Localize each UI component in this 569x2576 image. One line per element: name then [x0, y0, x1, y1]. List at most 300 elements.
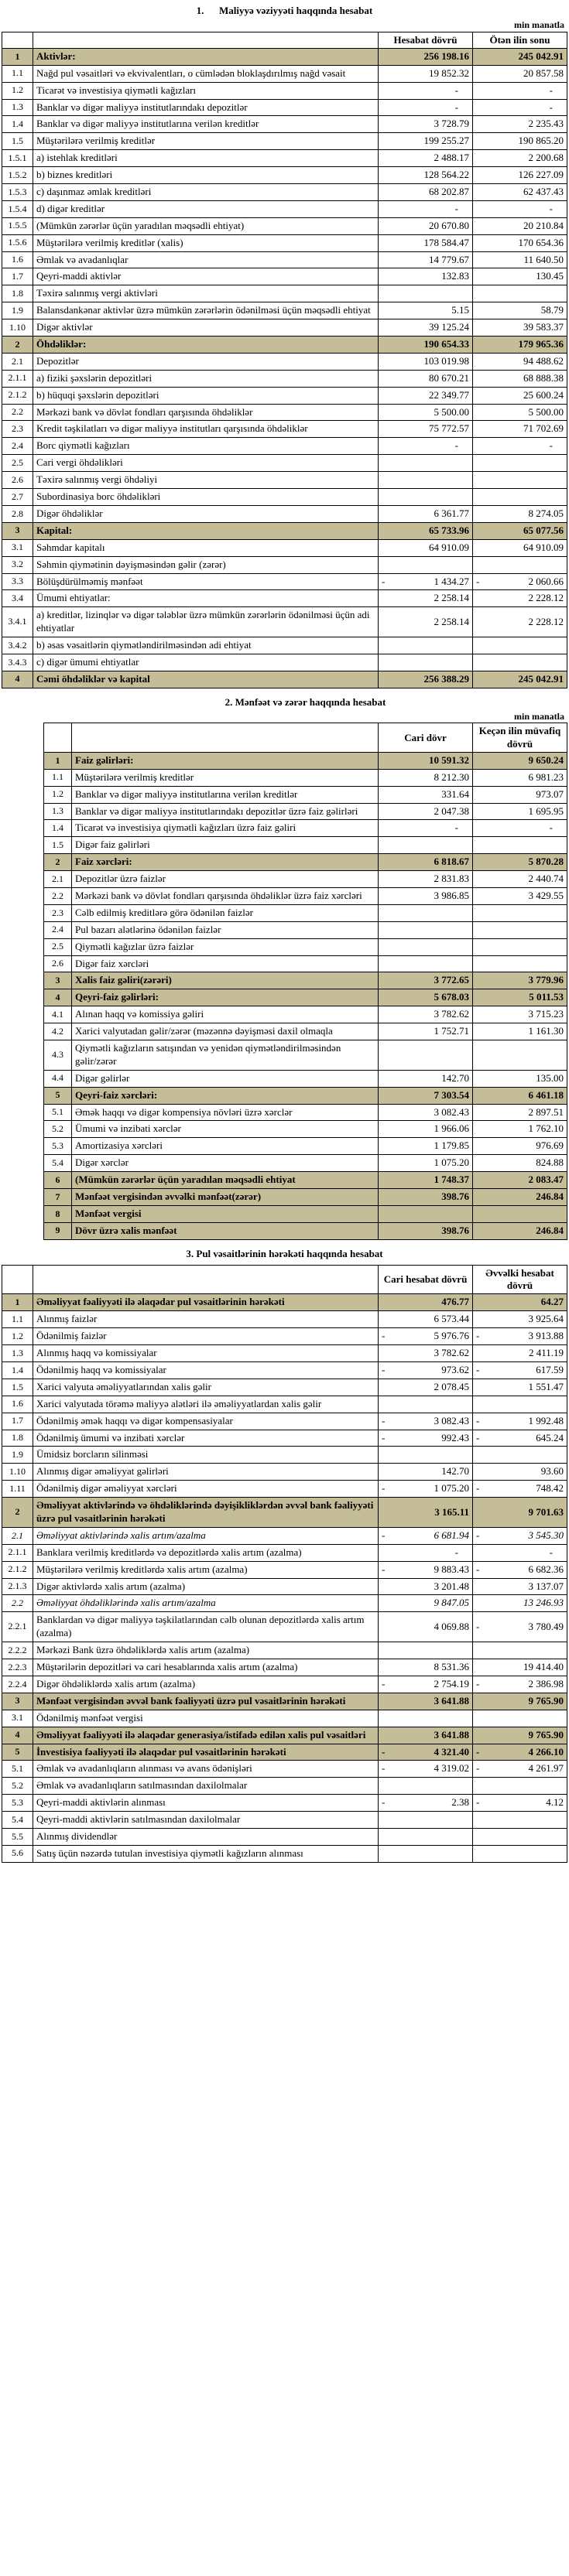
- table-row: [2, 1447, 567, 1464]
- row-number: 1.1: [2, 65, 33, 82]
- row-label: Əməliyyat aktivlərində xalis artım/azalma: [33, 1527, 379, 1544]
- table-row: [2, 438, 567, 455]
- row-label: a) fiziki şəxslərin depozitləri: [33, 370, 379, 387]
- table-row: [2, 1311, 567, 1328]
- column-header-current: Cari dövr: [379, 723, 473, 753]
- value-cell: 256 198.16: [379, 48, 473, 65]
- row-label: Banklara verilmiş kreditlərdə və depozitlərdə xalis artım (azalma): [33, 1544, 379, 1561]
- row-number: 5.1: [2, 1761, 33, 1778]
- row-number: 5.6: [2, 1845, 33, 1862]
- value-cell: 19 852.32: [379, 65, 473, 82]
- table-row: [2, 1481, 567, 1498]
- table-row: [2, 671, 567, 688]
- spacer: [2, 1240, 567, 1245]
- value-cell: 3 641.88: [379, 1727, 473, 1744]
- value-cell: 142.70: [379, 1070, 473, 1087]
- table-row: [2, 116, 567, 133]
- table-row: [44, 888, 567, 905]
- value-cell: [379, 1642, 473, 1659]
- value-cell: 8 531.36: [379, 1659, 473, 1676]
- value-cell: 93.60: [473, 1464, 567, 1481]
- row-number: 2.2: [2, 404, 33, 421]
- row-number: 1.5: [2, 1379, 33, 1396]
- column-header-current: Cari hesabat dövrü: [379, 1265, 473, 1294]
- empty-header-cell: [2, 32, 33, 48]
- number: 992.43: [441, 1431, 469, 1443]
- table-row: [44, 1172, 567, 1189]
- table-row: [2, 1464, 567, 1481]
- minus-sign: -: [476, 1762, 480, 1775]
- row-number: 3: [2, 522, 33, 539]
- value-cell: 103 019.98: [379, 353, 473, 370]
- value-cell: 2 258.14: [379, 590, 473, 607]
- value-cell: 3 782.62: [379, 1345, 473, 1362]
- value-cell: 126 227.09: [473, 167, 567, 184]
- value-cell: 20 210.84: [473, 217, 567, 234]
- table-row: [2, 184, 567, 201]
- value-cell: [473, 472, 567, 489]
- table-row: [2, 150, 567, 167]
- table-row: [2, 556, 567, 573]
- number: 6 681.94: [434, 1529, 469, 1541]
- row-label: Ödənilmiş əmək haqqı və digər kompensasiyalar: [33, 1413, 379, 1430]
- value-cell: [379, 1828, 473, 1845]
- row-number: 4.2: [44, 1023, 72, 1040]
- row-label: Banklar və digər maliyyə institutlarındakı depozitlər üzrə faiz gəlirləri: [72, 803, 379, 820]
- table-row: [2, 1676, 567, 1693]
- minus-sign: -: [476, 1796, 480, 1809]
- value-cell: 3 772.65: [379, 972, 473, 989]
- table-row: [2, 1642, 567, 1659]
- row-label: Əmlak və avadanlıqların satılmasından daxilolmalar: [33, 1778, 379, 1795]
- row-label: Ticarət və investisiya qiymətli kağızları: [33, 82, 379, 99]
- number: 5 976.76: [434, 1330, 469, 1342]
- value-cell: [473, 1778, 567, 1795]
- table-row: [44, 1040, 567, 1071]
- table-row: [2, 99, 567, 116]
- number: 3 780.49: [528, 1620, 564, 1632]
- value-cell: 5 500.00: [473, 404, 567, 421]
- row-label: Mərkəzi bank və dövlət fondları qarşısında öhdəliklər üzrə faiz xərcləri: [72, 888, 379, 905]
- value-cell: 22 349.77: [379, 387, 473, 404]
- row-label: Subordinasiya borc öhdəlikləri: [33, 489, 379, 506]
- row-label: Ödənilmiş haqq və komissiyalar: [33, 1362, 379, 1379]
- table-row: [44, 854, 567, 871]
- header-row: [2, 1265, 567, 1294]
- table-row: [44, 1023, 567, 1040]
- value-cell: [473, 1676, 567, 1693]
- table-row: [44, 989, 567, 1006]
- row-label: İnvestisiya fəaliyyəti ilə əlaqədar pul vəsaitlərinin hərəkəti: [33, 1744, 379, 1761]
- value-cell: [473, 1612, 567, 1642]
- table-row: [2, 48, 567, 65]
- value-cell: [473, 1795, 567, 1812]
- table-row: [2, 455, 567, 472]
- table-row: [44, 921, 567, 938]
- value-cell: 3 641.88: [379, 1693, 473, 1710]
- header-row: [44, 723, 567, 753]
- row-label: Borc qiymətli kağızları: [33, 438, 379, 455]
- value-cell: [379, 1481, 473, 1498]
- value-cell: 39 583.37: [473, 319, 567, 337]
- row-number: 2.1.1: [2, 1544, 33, 1561]
- minus-sign: -: [476, 1364, 480, 1376]
- empty-header-cell: [33, 32, 379, 48]
- value-cell: 976.69: [473, 1138, 567, 1155]
- row-number: 2: [44, 854, 72, 871]
- row-number: 1.8: [2, 1430, 33, 1447]
- table-row: [44, 1138, 567, 1155]
- number: 2 060.66: [528, 575, 564, 587]
- row-label: Əməliyyat aktivlərində və öhdəliklərində dəyişikliklərdən əvvəl bank fəaliyyəti üzrə pul vəsaitlərinin hərəkəti: [33, 1498, 379, 1528]
- value-cell: 246.84: [473, 1222, 567, 1239]
- empty-header-cell: [44, 723, 72, 753]
- row-number: 1.4: [2, 1362, 33, 1379]
- value-cell: 8 274.05: [473, 505, 567, 522]
- row-label: Digər aktivlər: [33, 319, 379, 337]
- row-label: Qiymətli kağızlar üzrə faizlər: [72, 938, 379, 955]
- value-cell: [379, 1205, 473, 1222]
- row-number: 2: [2, 337, 33, 354]
- value-cell: [379, 489, 473, 506]
- row-label: Təxirə salınmış vergi aktivləri: [33, 285, 379, 302]
- row-label: Faiz xərcləri:: [72, 854, 379, 871]
- row-label: Banklar və digər maliyyə institutlarına verilən kreditlər: [33, 116, 379, 133]
- row-number: 1.2: [44, 786, 72, 803]
- number: 2 754.19: [434, 1677, 469, 1689]
- minus-sign: -: [476, 1563, 480, 1575]
- row-number: 2.6: [44, 955, 72, 972]
- table-row: [2, 1612, 567, 1642]
- value-cell: 20 857.58: [473, 65, 567, 82]
- minus-sign: -: [382, 1414, 386, 1426]
- row-label: Əmək haqqı və digər kompensiya növləri üzrə xərclər: [72, 1104, 379, 1121]
- row-number: 2.5: [44, 938, 72, 955]
- value-cell: 3 082.43: [379, 1104, 473, 1121]
- row-label: Faiz gəlirləri:: [72, 752, 379, 769]
- table-row: [2, 268, 567, 285]
- value-cell: 6 818.67: [379, 854, 473, 871]
- table-head: [44, 723, 567, 753]
- number: 4 261.97: [528, 1762, 564, 1775]
- value-cell: 130.45: [473, 268, 567, 285]
- value-cell: 398.76: [379, 1189, 473, 1206]
- table-row: [2, 404, 567, 421]
- value-cell: [379, 1413, 473, 1430]
- value-cell: [473, 1744, 567, 1761]
- row-number: 1.9: [2, 1447, 33, 1464]
- minus-sign: -: [476, 1431, 480, 1443]
- table-row: [44, 820, 567, 837]
- row-number: 5.3: [2, 1795, 33, 1812]
- value-cell: 246.84: [473, 1189, 567, 1206]
- row-number: 1.7: [2, 1413, 33, 1430]
- table-row: [2, 200, 567, 217]
- value-cell: 824.88: [473, 1155, 567, 1172]
- row-label: Səhmdar kapitalı: [33, 539, 379, 556]
- row-label: Qeyri-faiz gəlirləri:: [72, 989, 379, 1006]
- table-row: [2, 337, 567, 354]
- value-cell: 20 670.80: [379, 217, 473, 234]
- row-number: 1.5.6: [2, 234, 33, 251]
- value-cell: [473, 1362, 567, 1379]
- value-cell: 973.07: [473, 786, 567, 803]
- value-cell: 62 437.43: [473, 184, 567, 201]
- value-cell: 1 748.37: [379, 1172, 473, 1189]
- value-cell: [379, 921, 473, 938]
- table-row: [2, 489, 567, 506]
- row-label: Kapital:: [33, 522, 379, 539]
- row-number: 3: [44, 972, 72, 989]
- value-cell: 9 701.63: [473, 1498, 567, 1528]
- row-number: 2.2: [44, 888, 72, 905]
- value-cell: [379, 1845, 473, 1862]
- number: 3 913.88: [528, 1330, 564, 1342]
- table-row: [44, 955, 567, 972]
- minus-sign: -: [382, 1364, 386, 1376]
- value-cell: 65 733.96: [379, 522, 473, 539]
- value-cell: [379, 955, 473, 972]
- value-cell: 3 201.48: [379, 1578, 473, 1595]
- value-cell: 2 083.47: [473, 1172, 567, 1189]
- row-label: Mərkəzi Bank üzrə öhdəliklərdə xalis artım (azalma): [33, 1642, 379, 1659]
- value-cell: 14 779.67: [379, 251, 473, 268]
- table-row: [44, 1222, 567, 1239]
- row-label: Digər aktivlərdə xalis artım (azalma): [33, 1578, 379, 1595]
- value-cell: [473, 1710, 567, 1727]
- table-row: [2, 1413, 567, 1430]
- minus-sign: -: [382, 1796, 386, 1809]
- row-label: Digər faiz gəlirləri: [72, 837, 379, 854]
- value-cell: -: [379, 438, 473, 455]
- row-number: 1: [2, 48, 33, 65]
- row-number: 3.4.2: [2, 637, 33, 654]
- table-row: [44, 871, 567, 888]
- value-cell: 128 564.22: [379, 167, 473, 184]
- value-cell: 5 500.00: [379, 404, 473, 421]
- header-row: [2, 32, 567, 48]
- row-number: 4: [44, 989, 72, 1006]
- value-cell: 190 865.20: [473, 133, 567, 150]
- row-label: Digər xərclər: [72, 1155, 379, 1172]
- number: 748.42: [536, 1482, 564, 1495]
- value-cell: 3 728.79: [379, 116, 473, 133]
- table-row: [44, 1104, 567, 1121]
- row-label: Pul bazarı alətlərinə ödənilən faizlər: [72, 921, 379, 938]
- value-cell: 3 429.55: [473, 888, 567, 905]
- row-number: 5.3: [44, 1138, 72, 1155]
- row-label: Bölüşdürülməmiş mənfəət: [33, 573, 379, 590]
- row-label: Qiymətli kağızların satışından və yenidən qiymətləndirilməsindən gəlir/zərər: [72, 1040, 379, 1071]
- report-profit-loss: [2, 696, 567, 1240]
- row-label: Ödənilmiş digər əməliyyat xərcləri: [33, 1481, 379, 1498]
- value-cell: 1 161.30: [473, 1023, 567, 1040]
- value-cell: 5.15: [379, 302, 473, 319]
- row-number: 1.5: [44, 837, 72, 854]
- column-header-previous: Əvvəlki hesabat dövrü: [473, 1265, 567, 1294]
- row-label: Qeyri-faiz xərcləri:: [72, 1087, 379, 1104]
- row-label: Depozitlər üzrə faizlər: [72, 871, 379, 888]
- value-cell: [379, 837, 473, 854]
- value-cell: 142.70: [379, 1464, 473, 1481]
- value-cell: 3 925.64: [473, 1311, 567, 1328]
- row-number: 2.4: [44, 921, 72, 938]
- value-cell: 190 654.33: [379, 337, 473, 354]
- value-cell: [473, 1642, 567, 1659]
- row-label: b) hüquqi şəxslərin depozitləri: [33, 387, 379, 404]
- table-row: [2, 370, 567, 387]
- row-label: Qeyri-maddi aktivlərin satılmasından daxilolmalar: [33, 1812, 379, 1829]
- row-label: Mənfəət vergisi: [72, 1205, 379, 1222]
- table-row: [44, 837, 567, 854]
- row-number: 5.2: [44, 1121, 72, 1138]
- row-number: 4.1: [44, 1006, 72, 1023]
- value-cell: 3 782.62: [379, 1006, 473, 1023]
- value-cell: 3 715.23: [473, 1006, 567, 1023]
- table-row: [2, 573, 567, 590]
- table-row: [44, 972, 567, 989]
- row-label: c) digər ümumi ehtiyatlar: [33, 654, 379, 671]
- row-number: 1.1: [44, 769, 72, 786]
- number: 1 075.20: [434, 1482, 469, 1495]
- value-cell: [473, 904, 567, 921]
- row-number: 2.1.2: [2, 1561, 33, 1578]
- value-cell: [379, 1396, 473, 1413]
- row-label: c) daşınmaz əmlak kreditləri: [33, 184, 379, 201]
- value-cell: 6 573.44: [379, 1311, 473, 1328]
- number: 3 082.43: [434, 1414, 469, 1426]
- minus-sign: -: [476, 1677, 480, 1689]
- value-cell: -: [379, 1544, 473, 1561]
- value-cell: -: [473, 82, 567, 99]
- table-row: [44, 1155, 567, 1172]
- row-number: 2.1: [2, 353, 33, 370]
- row-number: 1.5: [2, 133, 33, 150]
- value-cell: 1 966.06: [379, 1121, 473, 1138]
- value-cell: [473, 1328, 567, 1345]
- table-row: [2, 251, 567, 268]
- value-cell: 10 591.32: [379, 752, 473, 769]
- row-label: Öhdəliklər:: [33, 337, 379, 354]
- row-number: 1.1: [2, 1311, 33, 1328]
- report-cash-flow: [2, 1248, 567, 1863]
- value-cell: [473, 1761, 567, 1778]
- value-cell: [379, 1561, 473, 1578]
- row-number: 2.1: [2, 1527, 33, 1544]
- row-label: Müştərilərin depozitləri və cari hesablarında xalis artım (azalma): [33, 1659, 379, 1676]
- value-cell: 1 179.85: [379, 1138, 473, 1155]
- table-row: [2, 285, 567, 302]
- row-number: 1.3: [2, 99, 33, 116]
- row-number: 2.1.1: [2, 370, 33, 387]
- row-label: Balansdankənar aktivlər üzrə mümkün zərərlərin ödənilməsi üçün məqsədli ehtiyat: [33, 302, 379, 319]
- row-number: 2.3: [44, 904, 72, 921]
- value-cell: 25 600.24: [473, 387, 567, 404]
- value-cell: -: [379, 82, 473, 99]
- value-cell: -: [473, 820, 567, 837]
- value-cell: 71 702.69: [473, 421, 567, 438]
- row-number: 2.1.2: [2, 387, 33, 404]
- table-row: [2, 1828, 567, 1845]
- minus-sign: -: [476, 1620, 480, 1632]
- table-head: [2, 1265, 567, 1294]
- value-cell: 1 752.71: [379, 1023, 473, 1040]
- table-row: [44, 904, 567, 921]
- row-number: 1.5.1: [2, 150, 33, 167]
- minus-sign: -: [382, 1529, 386, 1541]
- row-label: Səhmin qiymətinin dəyişməsindən gəlir (zərər): [33, 556, 379, 573]
- row-label: Digər öhdəliklərdə xalis artım (azalma): [33, 1676, 379, 1693]
- value-cell: 68 888.38: [473, 370, 567, 387]
- value-cell: [379, 654, 473, 671]
- row-number: 2.1: [44, 871, 72, 888]
- row-number: 2.6: [2, 472, 33, 489]
- value-cell: [473, 455, 567, 472]
- row-label: Digər öhdəliklər: [33, 505, 379, 522]
- table-row: [2, 1744, 567, 1761]
- value-cell: 13 246.93: [473, 1595, 567, 1612]
- row-number: 1.3: [2, 1345, 33, 1362]
- table-row: [2, 1710, 567, 1727]
- row-label: Xalis faiz gəliri(zərəri): [72, 972, 379, 989]
- value-cell: 6 361.77: [379, 505, 473, 522]
- table-row: [2, 539, 567, 556]
- value-cell: 64 910.09: [379, 539, 473, 556]
- value-cell: -: [473, 99, 567, 116]
- table-row: [44, 803, 567, 820]
- row-label: Ümumi və inzibati xərclər: [72, 1121, 379, 1138]
- value-cell: 2 228.12: [473, 590, 567, 607]
- row-number: 2.2: [2, 1595, 33, 1612]
- row-label: Alınan haqq və komissiya gəliri: [72, 1006, 379, 1023]
- table-row: [2, 1430, 567, 1447]
- value-cell: 5 870.28: [473, 854, 567, 871]
- table-row: [2, 1693, 567, 1710]
- table-row: [2, 1812, 567, 1829]
- table-row: [44, 752, 567, 769]
- row-number: 2.2.4: [2, 1676, 33, 1693]
- table-row: [44, 938, 567, 955]
- table-row: [2, 234, 567, 251]
- report-title: 3. Pul vəsaitlərinin hərəkəti haqqında hesabat: [186, 1247, 383, 1259]
- minus-sign: -: [382, 1563, 386, 1575]
- value-cell: [473, 1561, 567, 1578]
- value-cell: 9 765.90: [473, 1727, 567, 1744]
- row-label: Dövr üzrə xalis mənfəət: [72, 1222, 379, 1239]
- minus-sign: -: [476, 1482, 480, 1495]
- number: 2.38: [451, 1796, 469, 1809]
- value-cell: [473, 1527, 567, 1544]
- value-cell: -: [379, 99, 473, 116]
- row-number: 2.4: [2, 438, 33, 455]
- table-row: [2, 1761, 567, 1778]
- value-cell: 64.27: [473, 1294, 567, 1311]
- number: 4.12: [546, 1796, 564, 1809]
- number: 617.59: [536, 1364, 564, 1376]
- row-number: 1.2: [2, 82, 33, 99]
- value-cell: 1 075.20: [379, 1155, 473, 1172]
- row-number: 6: [44, 1172, 72, 1189]
- value-cell: [379, 1430, 473, 1447]
- row-label: Banklar və digər maliyyə institutlarına verilən kreditlər: [72, 786, 379, 803]
- row-label: Müştərilərə verilmiş kreditlərdə xalis artım (azalma): [33, 1561, 379, 1578]
- value-cell: [379, 1778, 473, 1795]
- column-header-previous: Ötən ilin sonu: [473, 32, 567, 48]
- value-cell: [379, 455, 473, 472]
- row-number: 1.5.4: [2, 200, 33, 217]
- table-body: [44, 752, 567, 1239]
- row-number: 1.10: [2, 319, 33, 337]
